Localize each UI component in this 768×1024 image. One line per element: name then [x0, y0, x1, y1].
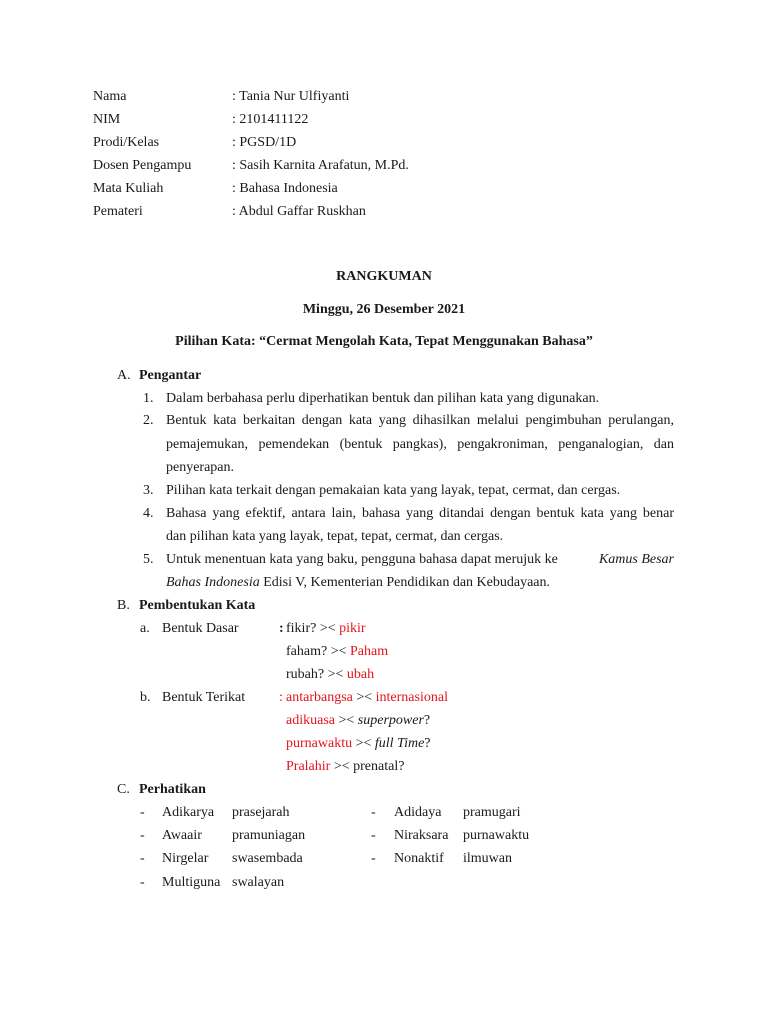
identity-value-matkul: : Bahasa Indonesia — [232, 181, 338, 196]
list-item-number: 3. — [143, 483, 154, 498]
list-item: Awaair — [162, 828, 202, 843]
reference-title-italic: Kamus Besar — [598, 552, 674, 567]
list-item: pramuniagan — [232, 828, 306, 843]
word-correct: pikir — [339, 621, 366, 636]
pair-separator: >< — [316, 621, 340, 636]
list-item-text: Dalam berbahasa perlu diperhatikan bentuk dan pilihan kata yang digunakan. — [166, 391, 600, 406]
identity-value-prodi: : PGSD/1D — [232, 135, 297, 150]
word-wrong: faham? — [286, 644, 328, 659]
identity-label-dosen: Dosen Pengampu — [93, 158, 192, 173]
identity-value-nama: : Tania Nur Ulfiyanti — [232, 89, 350, 104]
list-item-text: Pilihan kata terkait dengan pemakaian kata yang layak, tepat, cermat, dan cergas. — [166, 483, 621, 498]
list-item-text — [166, 574, 550, 591]
word-correct: purnawaktu — [286, 736, 353, 751]
section-b-heading: Pembentukan Kata — [139, 598, 256, 613]
list-item-number: 5. — [143, 552, 154, 567]
pair-suffix: ? — [424, 736, 431, 751]
subitem-letter: a. — [140, 621, 150, 636]
list-bullet: - — [371, 805, 376, 820]
word-pair — [286, 666, 374, 683]
identity-label-prodi: Prodi/Kelas — [93, 135, 160, 150]
list-bullet: - — [140, 828, 145, 843]
list-item-number: 4. — [143, 506, 154, 521]
word-correct: adikuasa — [286, 713, 335, 728]
document-subtitle: Pilihan Kata: “Cermat Mengolah Kata, Tepat Menggunakan Bahasa” — [175, 334, 593, 349]
subitem-label: Bentuk Dasar — [162, 621, 239, 636]
list-item: swalayan — [232, 875, 285, 890]
section-a-letter: A. — [117, 368, 131, 383]
list-item-text: Bentuk kata berkaitan dengan kata yang dihasilkan melalui pengimbuhan perulangan, — [166, 413, 674, 428]
word-foreign: superpower — [357, 713, 424, 728]
word-pair — [286, 689, 448, 706]
list-item: Niraksara — [394, 828, 449, 843]
word-wrong: rubah? — [286, 667, 325, 682]
word-pair — [286, 643, 388, 660]
pair-separator: >< — [327, 644, 350, 659]
word-pair — [286, 735, 431, 752]
word-correct: ubah — [346, 667, 375, 682]
section-c-letter: C. — [117, 782, 130, 797]
word-correct: Paham — [350, 644, 389, 659]
word-wrong: fikir? — [286, 621, 317, 636]
identity-value-dosen: : Sasih Karnita Arafatun, M.Pd. — [232, 158, 409, 173]
identity-label-nama: Nama — [93, 89, 127, 104]
list-bullet: - — [140, 875, 145, 890]
list-item-number: 2. — [143, 413, 154, 428]
word-correct: antarbangsa — [286, 690, 353, 705]
pair-suffix: ? — [423, 713, 431, 728]
list-item: purnawaktu — [463, 828, 530, 843]
list-item: Nirgelar — [162, 851, 209, 866]
list-item-text-plain: Edisi V, Kementerian Pendidikan dan Kebudayaan. — [259, 575, 551, 590]
document-date: Minggu, 26 Desember 2021 — [302, 302, 466, 317]
section-a-heading: Pengantar — [139, 368, 202, 383]
word-pair — [286, 758, 404, 775]
list-item: Adidaya — [394, 805, 442, 820]
list-item: Adikarya — [162, 805, 215, 820]
section-c-heading: Perhatikan — [139, 782, 206, 797]
list-item: Multiguna — [162, 875, 221, 890]
list-item-text: pemajemukan, pemendekan (bentuk pangkas), pengakroniman, penganalogian, dan — [166, 437, 674, 452]
word-pair — [286, 712, 430, 729]
subitem-colon: : — [279, 690, 283, 705]
list-item-text: penyerapan. — [166, 460, 235, 475]
word-foreign: full Time — [374, 736, 425, 751]
list-bullet: - — [140, 851, 145, 866]
pair-separator: >< — [352, 690, 376, 705]
subitem-label: Bentuk Terikat — [162, 690, 246, 705]
pair-separator: >< — [334, 713, 358, 728]
list-item-text-plain: Untuk menentuan kata yang baku, pengguna bahasa dapat merujuk ke — [166, 552, 558, 567]
identity-value-pemateri: : Abdul Gaffar Ruskhan — [232, 204, 366, 219]
list-bullet: - — [371, 828, 376, 843]
identity-label-nim: NIM — [93, 112, 121, 127]
pair-separator: >< — [324, 667, 347, 682]
identity-value-nim: : 2101411122 — [232, 112, 309, 127]
list-item: pramugari — [463, 805, 521, 820]
subitem-letter: b. — [140, 690, 151, 705]
list-item: prasejarah — [232, 805, 290, 820]
identity-label-matkul: Mata Kuliah — [93, 181, 164, 196]
word-pair — [286, 620, 366, 637]
word-foreign: internasional — [375, 690, 448, 705]
list-item: Nonaktif — [394, 851, 444, 866]
document-title: RANGKUMAN — [336, 269, 432, 284]
list-item-number: 1. — [143, 391, 154, 406]
section-b-letter: B. — [117, 598, 130, 613]
reference-title-italic: Bahas Indonesia — [166, 575, 260, 590]
pair-separator: >< — [330, 759, 354, 774]
list-item-text: Bahasa yang efektif, antara lain, bahasa yang ditandai dengan bentuk kata yang benar — [166, 506, 674, 521]
identity-label-pemateri: Pemateri — [93, 204, 143, 219]
list-item-text — [166, 551, 674, 568]
list-bullet: - — [371, 851, 376, 866]
subitem-colon: : — [279, 621, 284, 636]
word-foreign: prenatal? — [353, 759, 405, 774]
list-item-text: dan pilihan kata yang layak, tepat, tepat, cermat, dan cergas. — [166, 529, 504, 544]
list-item: swasembada — [232, 851, 303, 866]
word-correct: Pralahir — [286, 759, 331, 774]
list-bullet: - — [140, 805, 145, 820]
list-item: ilmuwan — [463, 851, 512, 866]
pair-separator: >< — [352, 736, 375, 751]
